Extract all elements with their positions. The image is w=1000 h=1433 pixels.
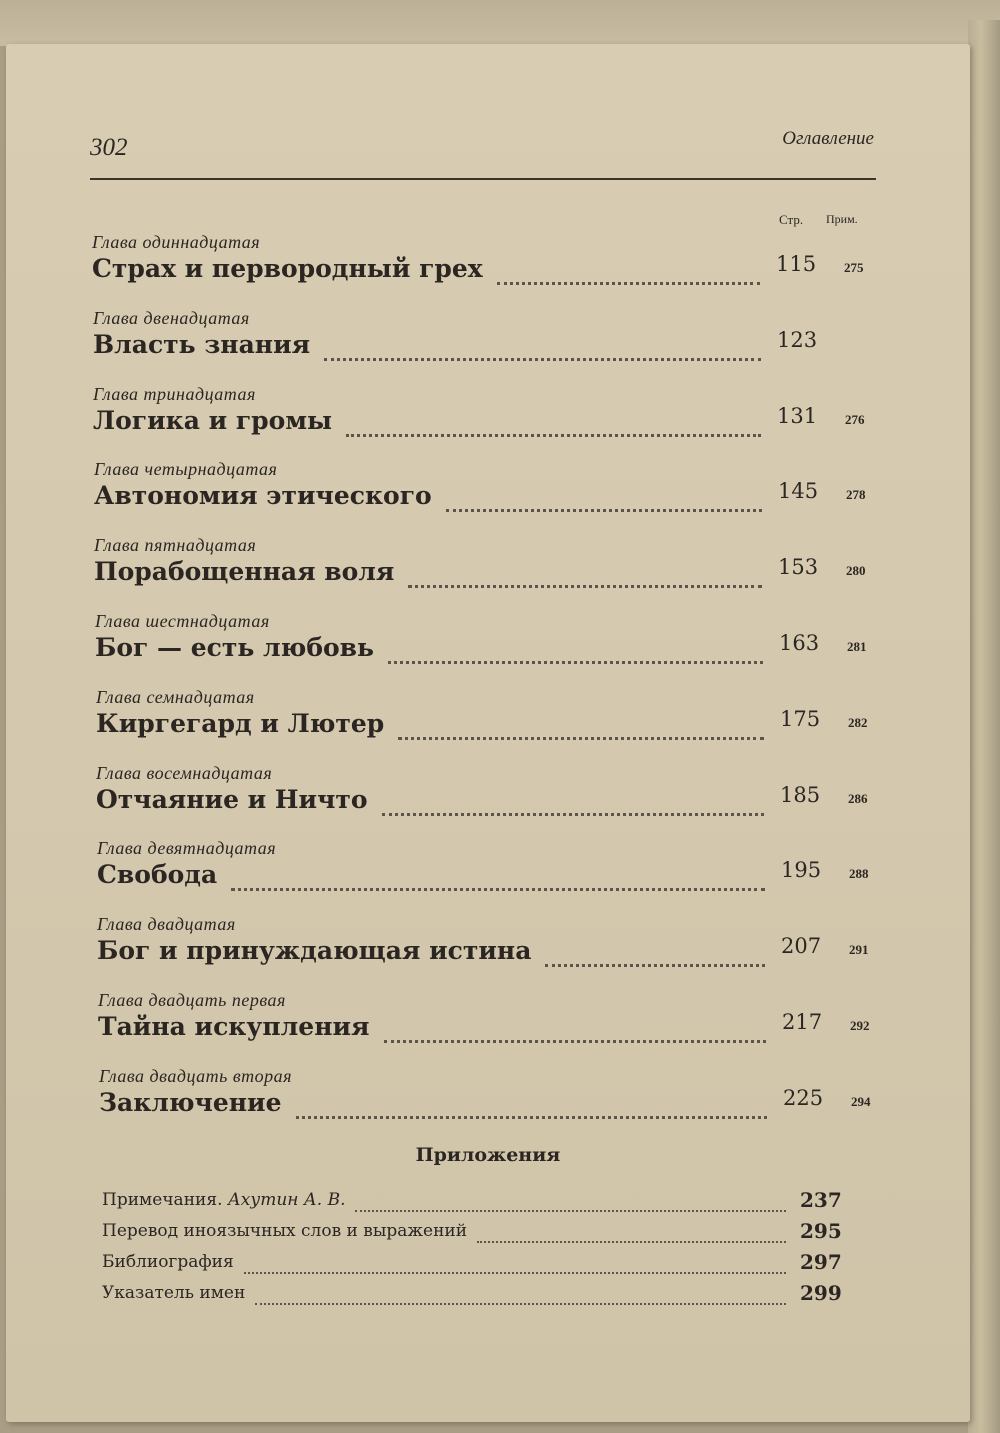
chapter-label: Глава пятнадцатая: [94, 535, 257, 556]
chapter-label: Глава двадцать первая: [98, 990, 286, 1010]
chapter-label: Глава шестнадцатая: [95, 611, 270, 631]
dot-leader: [346, 414, 761, 437]
chapter-entry: [6, 990, 970, 1066]
chapter-note-page: 275: [844, 260, 864, 275]
chapter-title: Отчаяние и Ничто: [96, 784, 368, 814]
chapter-label: Глава семнадцатая: [96, 686, 255, 707]
chapter-title: Автономия этического: [94, 481, 432, 511]
dot-leader: [477, 1227, 786, 1243]
dot-leader: [382, 793, 764, 816]
chapter-title: Страх и первородный грех: [92, 254, 483, 283]
appendix-label: [102, 1252, 234, 1272]
appendix-entry: [6, 1252, 970, 1282]
chapter-label: Глава двадцатая: [97, 914, 236, 935]
appendix-title: Перевод иноязычных слов и выражений: [102, 1221, 468, 1241]
appendix-heading: Приложения: [415, 1144, 561, 1166]
appendix-page-number: 299: [800, 1281, 842, 1305]
appendix-label: [102, 1283, 245, 1303]
chapter-entry: [6, 611, 970, 687]
dot-leader: [408, 565, 762, 588]
appendix-page-number: 237: [800, 1188, 842, 1212]
chapter-title: Свобода: [97, 860, 218, 890]
chapter-page-number: 123: [777, 327, 818, 352]
chapter-label: Глава одиннадцатая: [92, 232, 261, 252]
appendix-entry: [6, 1221, 970, 1251]
chapter-entry: [6, 535, 970, 611]
dot-leader: [355, 1196, 786, 1212]
chapter-page-number: 175: [780, 706, 821, 731]
dot-leader: [497, 262, 760, 285]
appendix-page-number: 297: [800, 1250, 842, 1274]
chapter-label: Глава четырнадцатая: [94, 459, 278, 480]
chapter-page-number: 115: [776, 252, 817, 276]
dot-leader: [446, 489, 762, 512]
appendix-label: [102, 1221, 467, 1241]
chapter-label: Глава двадцать вторая: [99, 1065, 293, 1086]
appendix-entry: [6, 1283, 970, 1313]
chapter-title: Логика и громы: [93, 405, 333, 435]
chapter-entry: [6, 914, 970, 990]
chapter-note-page: 278: [846, 487, 866, 503]
appendix-entry: [6, 1190, 970, 1220]
chapter-label: Глава двенадцатая: [93, 307, 250, 328]
dot-leader: [384, 1020, 766, 1043]
chapter-note-page: 292: [850, 1018, 870, 1033]
chapter-note-page: 286: [848, 790, 868, 806]
chapter-page-number: 225: [783, 1085, 824, 1110]
column-header-notes: Прим.: [826, 212, 858, 226]
background-strip: [0, 0, 1000, 46]
chapter-title: Бог и принуждающая истина: [97, 936, 532, 966]
appendix-title: Указатель имен: [102, 1283, 246, 1303]
chapter-entry: [6, 838, 970, 914]
chapter-page-number: 207: [781, 934, 822, 959]
appendix-title: Примечания.: [102, 1190, 223, 1210]
dot-leader: [255, 1289, 786, 1305]
chapter-entry: [6, 308, 970, 384]
column-header-page: Стр.: [779, 212, 804, 227]
header-rule: [90, 178, 876, 180]
dot-leader: [545, 944, 765, 967]
dot-leader: [398, 717, 764, 740]
book-page: [6, 44, 970, 1422]
chapter-label: Глава девятнадцатая: [97, 838, 277, 859]
chapter-entry: [6, 763, 970, 839]
dot-leader: [231, 868, 765, 891]
chapter-note-page: 281: [847, 639, 867, 654]
appendix-page-number: 295: [800, 1219, 842, 1243]
chapter-entry: [6, 1066, 970, 1142]
chapter-page-number: 195: [781, 858, 822, 883]
chapter-note-page: 276: [845, 411, 865, 427]
chapter-note-page: 291: [849, 942, 869, 958]
chapter-entry: [6, 687, 970, 763]
chapter-entry: [6, 232, 970, 308]
chapter-page-number: 217: [782, 1010, 823, 1034]
chapter-note-page: 294: [851, 1093, 871, 1109]
running-header: Оглавление: [782, 128, 874, 149]
chapter-page-number: 145: [778, 479, 819, 504]
appendix-title: Библиография: [102, 1252, 234, 1272]
chapter-entry: [6, 384, 970, 460]
chapter-label: Глава восемнадцатая: [96, 762, 273, 783]
chapter-page-number: 163: [779, 631, 820, 655]
chapter-entry: [6, 459, 970, 535]
appendix-author: Ахутин А. В.: [227, 1190, 346, 1210]
chapter-note-page: 288: [849, 866, 869, 882]
chapter-label: Глава тринадцатая: [93, 383, 256, 404]
chapter-title: Порабощенная воля: [94, 557, 395, 587]
chapter-page-number: 185: [780, 782, 821, 807]
chapter-page-number: 131: [777, 403, 818, 428]
chapter-title: Заключение: [99, 1087, 282, 1117]
adjacent-page-edge: [968, 20, 1000, 1433]
chapter-title: Тайна искупления: [98, 1012, 370, 1041]
appendix-label: [102, 1190, 345, 1210]
dot-leader: [388, 641, 763, 664]
chapter-title: Власть знания: [93, 329, 311, 359]
dot-leader: [296, 1096, 767, 1119]
dot-leader: [324, 338, 761, 361]
chapter-title: Киргегард и Лютер: [96, 708, 385, 738]
chapter-note-page: 282: [848, 714, 868, 730]
dot-leader: [244, 1258, 786, 1274]
chapter-note-page: 280: [846, 563, 866, 579]
chapter-page-number: 153: [778, 555, 819, 580]
chapter-title: Бог — есть любовь: [95, 633, 375, 662]
page-number: 302: [90, 134, 128, 161]
